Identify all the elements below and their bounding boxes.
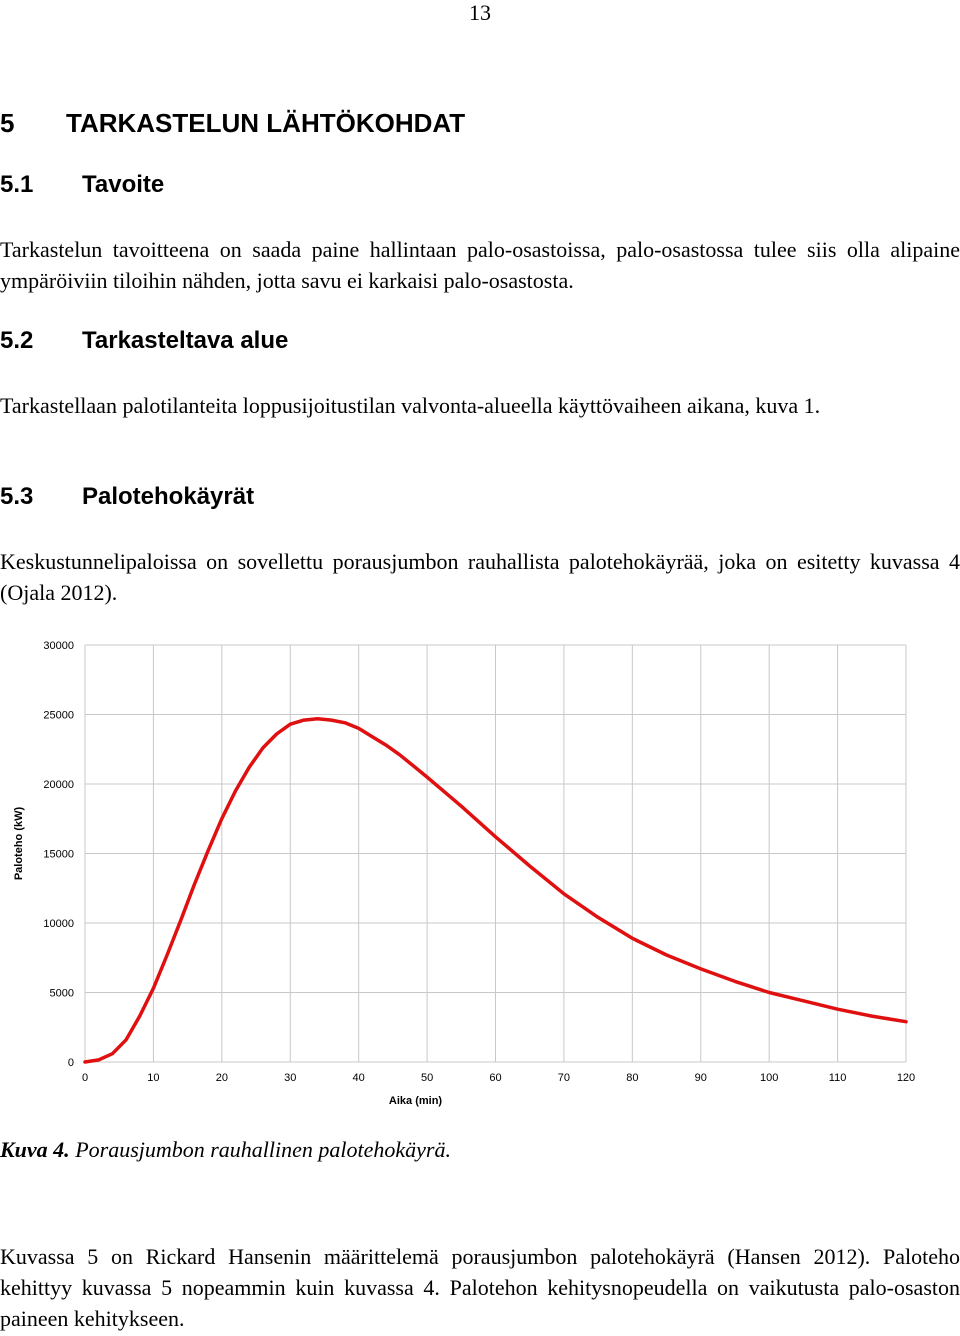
y-axis-label: Paloteho (kW) <box>13 806 25 881</box>
caption-text: Porausjumbon rauhallinen palotehokäyrä. <box>75 1137 451 1162</box>
x-tick-label: 20 <box>215 1072 228 1084</box>
x-tick-label: 0 <box>81 1072 89 1084</box>
subsection-number: 5.1 <box>0 171 34 198</box>
fire-power-chart <box>0 618 960 1118</box>
figure-caption <box>0 1136 960 1164</box>
paragraph-palotehokayrat: Keskustunnelipaloissa on sovellettu porausjumbon rauhallista palotehokäyrää, joka on esitetty kuvassa 4 (Ojala 2012). <box>0 549 960 605</box>
subsection-title: Tarkasteltava alue <box>82 327 289 354</box>
y-tick-label: 25000 <box>43 709 74 722</box>
x-tick-label: 90 <box>694 1072 707 1084</box>
paragraph-tarkasteltava-alue: Tarkastellaan palotilanteita loppusijoitustilan valvonta-alueella käyttövaiheen aikana, kuva 1. <box>0 393 821 418</box>
x-tick-label: 60 <box>489 1072 502 1084</box>
y-tick-label: 10000 <box>43 918 74 930</box>
section-title: TARKASTELUN LÄHTÖKOHDAT <box>66 108 466 138</box>
x-tick-label: 70 <box>557 1072 571 1084</box>
x-tick-label: 80 <box>626 1072 639 1084</box>
x-tick-label: 100 <box>759 1072 779 1084</box>
y-tick-label: 15000 <box>43 848 74 861</box>
paragraph-hansen: Kuvassa 5 on Rickard Hansenin määrittelemä porausjumbon palotehokäyrä (Hansen 2012). Paloteho kehittyy kuvassa 5 nopeammin kuin kuvassa 4. Palotehon kehitysnopeudella on vaikutusta palo-osaston paineen kehitykseen. <box>0 1244 960 1331</box>
chart-svg <box>0 618 960 1118</box>
subsection-title: Tavoite <box>82 171 165 198</box>
page-number: 13 <box>469 0 491 25</box>
chart-background <box>0 618 960 1118</box>
y-tick-label: 0 <box>67 1057 74 1069</box>
y-tick-label: 20000 <box>43 779 74 791</box>
subsection-number: 5.3 <box>0 483 34 510</box>
subsection-number: 5.2 <box>0 327 34 354</box>
x-axis-label: Aika (min) <box>388 1095 443 1107</box>
section-heading <box>0 108 960 138</box>
x-tick-label: 110 <box>828 1072 847 1084</box>
x-tick-label: 50 <box>420 1072 434 1084</box>
y-tick-label: 30000 <box>43 640 74 652</box>
paragraph-tavoite: Tarkastelun tavoitteena on saada paine hallintaan palo-osastoissa, palo-osastossa tulee siis olla alipaine ympäröiviin tiloihin nähden, jotta savu ei karkaisi palo-osastosta. <box>0 237 960 293</box>
x-tick-label: 40 <box>352 1072 365 1084</box>
subsection-heading-5-1 <box>0 171 960 199</box>
subsection-heading-5-3 <box>0 483 960 511</box>
x-tick-label: 10 <box>147 1072 160 1084</box>
y-tick-label: 5000 <box>49 987 74 1000</box>
caption-label: Kuva 4. <box>0 1137 70 1162</box>
subsection-heading-5-2 <box>0 327 960 355</box>
x-tick-label: 120 <box>896 1072 916 1084</box>
section-number: 5 <box>0 108 15 138</box>
x-tick-label: 30 <box>284 1072 297 1084</box>
subsection-title: Palotehokäyrät <box>82 483 255 510</box>
